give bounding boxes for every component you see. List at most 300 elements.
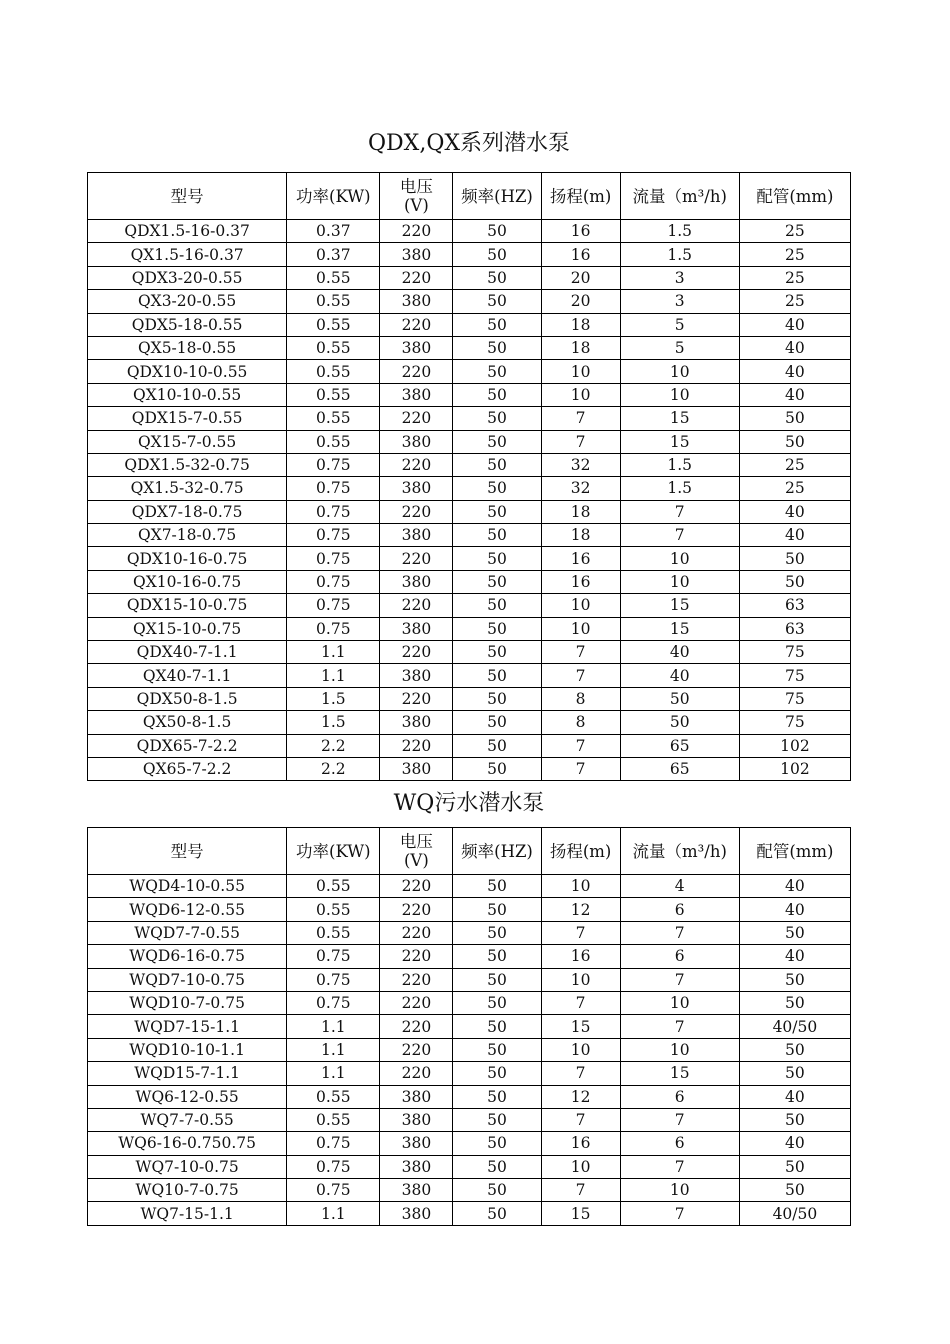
cell-frequency: 50 — [453, 290, 541, 313]
cell-pipe: 50 — [739, 1179, 850, 1202]
cell-power: 0.55 — [287, 360, 380, 383]
cell-model: WQD6-12-0.55 — [88, 898, 287, 921]
cell-head: 8 — [541, 711, 620, 734]
cell-flow: 15 — [620, 407, 739, 430]
table-row — [88, 453, 851, 476]
cell-head: 7 — [541, 641, 620, 664]
cell-voltage: 380 — [380, 243, 453, 266]
cell-head: 18 — [541, 500, 620, 523]
cell-pipe: 50 — [739, 991, 850, 1014]
cell-head: 16 — [541, 243, 620, 266]
cell-flow: 1.5 — [620, 453, 739, 476]
cell-model: QX15-10-0.75 — [88, 617, 287, 640]
cell-head: 16 — [541, 220, 620, 243]
cell-model: WQD7-10-0.75 — [88, 968, 287, 991]
cell-frequency: 50 — [453, 1015, 541, 1038]
cell-head: 10 — [541, 594, 620, 617]
cell-model: WQ7-15-1.1 — [88, 1202, 287, 1225]
cell-power: 1.1 — [287, 641, 380, 664]
cell-frequency: 50 — [453, 991, 541, 1014]
cell-frequency: 50 — [453, 477, 541, 500]
cell-frequency: 50 — [453, 757, 541, 780]
header-model: 型号 — [88, 173, 287, 220]
cell-pipe: 50 — [739, 1108, 850, 1131]
cell-model: WQD7-15-1.1 — [88, 1015, 287, 1038]
cell-power: 0.55 — [287, 336, 380, 359]
cell-flow: 6 — [620, 1085, 739, 1108]
cell-head: 32 — [541, 477, 620, 500]
cell-voltage: 220 — [380, 266, 453, 289]
cell-frequency: 50 — [453, 968, 541, 991]
table-row — [88, 266, 851, 289]
cell-power: 0.75 — [287, 1179, 380, 1202]
cell-model: QDX50-8-1.5 — [88, 687, 287, 710]
cell-frequency: 50 — [453, 266, 541, 289]
cell-head: 16 — [541, 945, 620, 968]
cell-pipe: 40 — [739, 524, 850, 547]
cell-flow: 10 — [620, 547, 739, 570]
cell-frequency: 50 — [453, 313, 541, 336]
table-row — [88, 570, 851, 593]
table-row — [88, 1038, 851, 1061]
cell-flow: 7 — [620, 524, 739, 547]
cell-flow: 15 — [620, 430, 739, 453]
cell-head: 7 — [541, 1179, 620, 1202]
cell-voltage: 220 — [380, 687, 453, 710]
cell-power: 0.75 — [287, 968, 380, 991]
table-row — [88, 617, 851, 640]
cell-pipe: 50 — [739, 570, 850, 593]
cell-power: 0.55 — [287, 898, 380, 921]
cell-model: WQD10-7-0.75 — [88, 991, 287, 1014]
cell-model: QDX40-7-1.1 — [88, 641, 287, 664]
table-row — [88, 430, 851, 453]
wq-sewage-pump-table — [87, 827, 851, 1226]
cell-power: 0.55 — [287, 266, 380, 289]
cell-frequency: 50 — [453, 1038, 541, 1061]
cell-voltage: 220 — [380, 875, 453, 898]
table-row — [88, 991, 851, 1014]
header-head: 扬程(m) — [541, 173, 620, 220]
cell-voltage: 220 — [380, 360, 453, 383]
cell-frequency: 50 — [453, 453, 541, 476]
cell-voltage: 380 — [380, 1155, 453, 1178]
cell-voltage: 220 — [380, 594, 453, 617]
cell-power: 1.1 — [287, 1038, 380, 1061]
cell-voltage: 220 — [380, 1038, 453, 1061]
header-row — [88, 173, 851, 220]
cell-head: 7 — [541, 430, 620, 453]
table-row — [88, 711, 851, 734]
table-row — [88, 290, 851, 313]
cell-model: QX40-7-1.1 — [88, 664, 287, 687]
cell-frequency: 50 — [453, 570, 541, 593]
cell-pipe: 40/50 — [739, 1015, 850, 1038]
header-power: 功率(KW) — [287, 173, 380, 220]
cell-head: 10 — [541, 360, 620, 383]
cell-power: 1.1 — [287, 1202, 380, 1225]
cell-voltage: 220 — [380, 898, 453, 921]
cell-frequency: 50 — [453, 336, 541, 359]
cell-power: 0.75 — [287, 594, 380, 617]
table-row — [88, 500, 851, 523]
cell-frequency: 50 — [453, 734, 541, 757]
cell-pipe: 25 — [739, 453, 850, 476]
cell-pipe: 75 — [739, 664, 850, 687]
cell-flow: 5 — [620, 313, 739, 336]
cell-voltage: 380 — [380, 1202, 453, 1225]
cell-voltage: 220 — [380, 991, 453, 1014]
header-pipe: 配管(mm) — [739, 828, 850, 875]
cell-head: 8 — [541, 687, 620, 710]
cell-frequency: 50 — [453, 383, 541, 406]
cell-flow: 15 — [620, 617, 739, 640]
table-row — [88, 360, 851, 383]
cell-pipe: 25 — [739, 266, 850, 289]
cell-frequency: 50 — [453, 1108, 541, 1131]
cell-pipe: 40 — [739, 945, 850, 968]
cell-pipe: 50 — [739, 407, 850, 430]
table-row — [88, 875, 851, 898]
table-row — [88, 968, 851, 991]
cell-voltage: 380 — [380, 711, 453, 734]
table-row — [88, 383, 851, 406]
cell-pipe: 50 — [739, 1038, 850, 1061]
qdx-qx-pump-table — [87, 172, 851, 781]
header-frequency: 频率(HZ) — [453, 828, 541, 875]
table-row — [88, 1108, 851, 1131]
cell-voltage: 380 — [380, 430, 453, 453]
cell-model: QX3-20-0.55 — [88, 290, 287, 313]
cell-voltage: 220 — [380, 641, 453, 664]
cell-power: 0.75 — [287, 1132, 380, 1155]
header-voltage: 电压(V) — [380, 173, 453, 220]
cell-voltage: 220 — [380, 500, 453, 523]
header-flow: 流量（m³/h) — [620, 173, 739, 220]
cell-power: 1.1 — [287, 1015, 380, 1038]
cell-power: 0.55 — [287, 1085, 380, 1108]
table-row — [88, 1085, 851, 1108]
table-row — [88, 1132, 851, 1155]
cell-model: QX10-16-0.75 — [88, 570, 287, 593]
cell-voltage: 380 — [380, 1132, 453, 1155]
cell-frequency: 50 — [453, 875, 541, 898]
cell-head: 7 — [541, 757, 620, 780]
cell-pipe: 50 — [739, 968, 850, 991]
cell-voltage: 220 — [380, 968, 453, 991]
cell-pipe: 50 — [739, 430, 850, 453]
cell-pipe: 50 — [739, 921, 850, 944]
cell-model: WQD6-16-0.75 — [88, 945, 287, 968]
cell-pipe: 50 — [739, 1155, 850, 1178]
cell-pipe: 40 — [739, 898, 850, 921]
cell-head: 7 — [541, 991, 620, 1014]
cell-model: WQD7-7-0.55 — [88, 921, 287, 944]
table-row — [88, 220, 851, 243]
cell-flow: 10 — [620, 383, 739, 406]
cell-power: 0.75 — [287, 500, 380, 523]
cell-head: 10 — [541, 1155, 620, 1178]
cell-pipe: 25 — [739, 477, 850, 500]
cell-voltage: 380 — [380, 383, 453, 406]
cell-pipe: 25 — [739, 220, 850, 243]
cell-head: 16 — [541, 547, 620, 570]
cell-pipe: 40 — [739, 336, 850, 359]
cell-power: 1.5 — [287, 687, 380, 710]
cell-pipe: 75 — [739, 641, 850, 664]
cell-voltage: 380 — [380, 664, 453, 687]
cell-frequency: 50 — [453, 687, 541, 710]
cell-frequency: 50 — [453, 898, 541, 921]
table-row — [88, 687, 851, 710]
cell-frequency: 50 — [453, 1132, 541, 1155]
cell-frequency: 50 — [453, 1062, 541, 1085]
table-row — [88, 477, 851, 500]
cell-head: 12 — [541, 898, 620, 921]
cell-power: 0.55 — [287, 407, 380, 430]
cell-frequency: 50 — [453, 547, 541, 570]
cell-flow: 6 — [620, 898, 739, 921]
table-row — [88, 945, 851, 968]
cell-flow: 3 — [620, 290, 739, 313]
cell-flow: 10 — [620, 1179, 739, 1202]
cell-frequency: 50 — [453, 617, 541, 640]
cell-frequency: 50 — [453, 407, 541, 430]
cell-pipe: 102 — [739, 734, 850, 757]
cell-head: 18 — [541, 524, 620, 547]
cell-flow: 7 — [620, 1015, 739, 1038]
header-row — [88, 828, 851, 875]
cell-voltage: 380 — [380, 757, 453, 780]
header-pipe: 配管(mm) — [739, 173, 850, 220]
cell-frequency: 50 — [453, 1179, 541, 1202]
cell-flow: 50 — [620, 687, 739, 710]
cell-flow: 3 — [620, 266, 739, 289]
cell-model: QDX15-10-0.75 — [88, 594, 287, 617]
table-row — [88, 313, 851, 336]
cell-voltage: 220 — [380, 921, 453, 944]
cell-voltage: 220 — [380, 734, 453, 757]
cell-pipe: 25 — [739, 243, 850, 266]
cell-head: 10 — [541, 875, 620, 898]
cell-model: QDX15-7-0.55 — [88, 407, 287, 430]
cell-voltage: 220 — [380, 1015, 453, 1038]
cell-head: 7 — [541, 921, 620, 944]
cell-power: 0.75 — [287, 453, 380, 476]
cell-pipe: 40/50 — [739, 1202, 850, 1225]
cell-flow: 40 — [620, 641, 739, 664]
table-row — [88, 898, 851, 921]
cell-voltage: 380 — [380, 1108, 453, 1131]
table-row — [88, 594, 851, 617]
cell-flow: 65 — [620, 757, 739, 780]
cell-power: 0.55 — [287, 430, 380, 453]
cell-pipe: 40 — [739, 313, 850, 336]
table-title-wq: WQ污水潜水泵 — [393, 791, 545, 816]
cell-flow: 6 — [620, 945, 739, 968]
cell-model: WQ7-10-0.75 — [88, 1155, 287, 1178]
cell-model: QX15-7-0.55 — [88, 430, 287, 453]
table-row — [88, 757, 851, 780]
cell-voltage: 380 — [380, 336, 453, 359]
cell-head: 20 — [541, 290, 620, 313]
cell-flow: 7 — [620, 500, 739, 523]
cell-pipe: 40 — [739, 1085, 850, 1108]
cell-power: 2.2 — [287, 734, 380, 757]
cell-model: WQ7-7-0.55 — [88, 1108, 287, 1131]
cell-model: WQ10-7-0.75 — [88, 1179, 287, 1202]
table-row — [88, 1202, 851, 1225]
table-row — [88, 1155, 851, 1178]
cell-head: 12 — [541, 1085, 620, 1108]
cell-voltage: 220 — [380, 313, 453, 336]
cell-voltage: 220 — [380, 1062, 453, 1085]
table-row — [88, 1062, 851, 1085]
cell-head: 15 — [541, 1202, 620, 1225]
table-row — [88, 1015, 851, 1038]
header-head: 扬程(m) — [541, 828, 620, 875]
cell-model: QX50-8-1.5 — [88, 711, 287, 734]
cell-pipe: 25 — [739, 290, 850, 313]
cell-power: 0.55 — [287, 875, 380, 898]
cell-model: WQD10-10-1.1 — [88, 1038, 287, 1061]
cell-model: QX1.5-32-0.75 — [88, 477, 287, 500]
cell-model: QDX5-18-0.55 — [88, 313, 287, 336]
cell-model: QDX65-7-2.2 — [88, 734, 287, 757]
cell-voltage: 380 — [380, 617, 453, 640]
cell-flow: 6 — [620, 1132, 739, 1155]
cell-frequency: 50 — [453, 945, 541, 968]
cell-pipe: 75 — [739, 687, 850, 710]
cell-power: 0.55 — [287, 313, 380, 336]
cell-head: 32 — [541, 453, 620, 476]
cell-model: WQ6-12-0.55 — [88, 1085, 287, 1108]
cell-frequency: 50 — [453, 1155, 541, 1178]
cell-model: QDX10-10-0.55 — [88, 360, 287, 383]
cell-voltage: 220 — [380, 945, 453, 968]
cell-pipe: 63 — [739, 617, 850, 640]
cell-flow: 1.5 — [620, 220, 739, 243]
cell-flow: 10 — [620, 570, 739, 593]
cell-voltage: 380 — [380, 524, 453, 547]
cell-flow: 4 — [620, 875, 739, 898]
cell-model: QDX3-20-0.55 — [88, 266, 287, 289]
header-flow: 流量（m³/h) — [620, 828, 739, 875]
cell-voltage: 380 — [380, 290, 453, 313]
cell-power: 0.75 — [287, 617, 380, 640]
cell-pipe: 40 — [739, 500, 850, 523]
cell-pipe: 50 — [739, 547, 850, 570]
cell-head: 10 — [541, 617, 620, 640]
cell-flow: 1.5 — [620, 477, 739, 500]
cell-head: 18 — [541, 313, 620, 336]
cell-voltage: 220 — [380, 547, 453, 570]
table-row — [88, 921, 851, 944]
cell-power: 2.2 — [287, 757, 380, 780]
cell-pipe: 75 — [739, 711, 850, 734]
cell-model: QDX7-18-0.75 — [88, 500, 287, 523]
cell-frequency: 50 — [453, 1202, 541, 1225]
cell-voltage: 380 — [380, 1085, 453, 1108]
cell-flow: 10 — [620, 991, 739, 1014]
cell-power: 0.75 — [287, 570, 380, 593]
table-row — [88, 336, 851, 359]
cell-voltage: 220 — [380, 220, 453, 243]
cell-pipe: 63 — [739, 594, 850, 617]
cell-power: 0.55 — [287, 921, 380, 944]
cell-flow: 65 — [620, 734, 739, 757]
cell-power: 0.75 — [287, 1155, 380, 1178]
cell-flow: 1.5 — [620, 243, 739, 266]
table-row — [88, 407, 851, 430]
cell-power: 0.55 — [287, 383, 380, 406]
header-power: 功率(KW) — [287, 828, 380, 875]
cell-pipe: 40 — [739, 1132, 850, 1155]
cell-power: 0.75 — [287, 991, 380, 1014]
cell-power: 0.75 — [287, 524, 380, 547]
cell-voltage: 380 — [380, 477, 453, 500]
cell-power: 0.75 — [287, 547, 380, 570]
cell-power: 1.5 — [287, 711, 380, 734]
cell-frequency: 50 — [453, 641, 541, 664]
cell-flow: 7 — [620, 1108, 739, 1131]
cell-model: QX7-18-0.75 — [88, 524, 287, 547]
header-voltage: 电压(V) — [380, 828, 453, 875]
cell-flow: 50 — [620, 711, 739, 734]
cell-power: 1.1 — [287, 1062, 380, 1085]
cell-model: QDX10-16-0.75 — [88, 547, 287, 570]
cell-frequency: 50 — [453, 430, 541, 453]
cell-head: 18 — [541, 336, 620, 359]
cell-pipe: 40 — [739, 875, 850, 898]
cell-head: 16 — [541, 570, 620, 593]
cell-model: QDX1.5-32-0.75 — [88, 453, 287, 476]
cell-head: 7 — [541, 664, 620, 687]
cell-power: 0.37 — [287, 220, 380, 243]
cell-voltage: 220 — [380, 407, 453, 430]
cell-power: 1.1 — [287, 664, 380, 687]
cell-frequency: 50 — [453, 243, 541, 266]
cell-frequency: 50 — [453, 220, 541, 243]
cell-power: 0.55 — [287, 290, 380, 313]
cell-head: 16 — [541, 1132, 620, 1155]
cell-head: 7 — [541, 734, 620, 757]
header-frequency: 频率(HZ) — [453, 173, 541, 220]
cell-head: 10 — [541, 968, 620, 991]
cell-frequency: 50 — [453, 664, 541, 687]
cell-power: 0.37 — [287, 243, 380, 266]
cell-head: 7 — [541, 1108, 620, 1131]
header-model: 型号 — [88, 828, 287, 875]
cell-pipe: 102 — [739, 757, 850, 780]
cell-model: QX1.5-16-0.37 — [88, 243, 287, 266]
cell-head: 20 — [541, 266, 620, 289]
cell-flow: 40 — [620, 664, 739, 687]
cell-head: 7 — [541, 1062, 620, 1085]
table-row — [88, 664, 851, 687]
cell-frequency: 50 — [453, 1085, 541, 1108]
cell-pipe: 50 — [739, 1062, 850, 1085]
cell-model: QX5-18-0.55 — [88, 336, 287, 359]
cell-pipe: 40 — [739, 360, 850, 383]
cell-head: 10 — [541, 383, 620, 406]
cell-frequency: 50 — [453, 711, 541, 734]
cell-pipe: 40 — [739, 383, 850, 406]
cell-head: 10 — [541, 1038, 620, 1061]
cell-flow: 10 — [620, 360, 739, 383]
cell-model: QDX1.5-16-0.37 — [88, 220, 287, 243]
table-row — [88, 243, 851, 266]
